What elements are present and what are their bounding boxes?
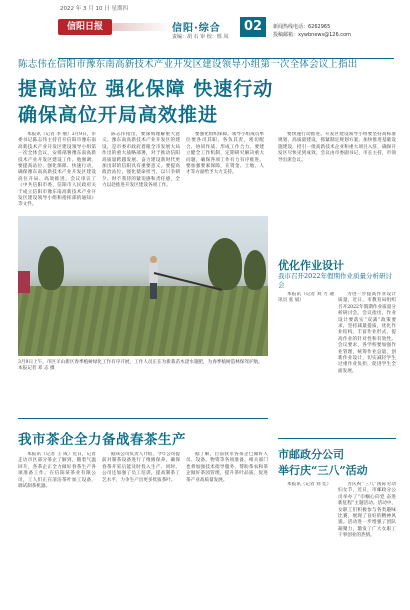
lead-headline-line2: 确保高位开局高效推进 (18, 104, 219, 126)
tea-col1-text: 近日，记者走访市区部分茶企了解到，随着气温回升，各茶企正全力做好春茶生产各项准备工作。在信阳某茶业有限公司，工人们正在清洁茶叶加工设备，调试制茶机器。 (18, 452, 96, 490)
cppcc-column-2 (338, 482, 396, 602)
tea-column-1 (18, 452, 96, 602)
lead-subhead: 陈志伟在信阳市豫东南高新技术产业开发区建设领导小组第一次全体会议上指出 (18, 59, 358, 70)
cppcc-column-1 (278, 482, 334, 602)
editors-line: 责编：胡 石 审 校：邢 凤 (172, 34, 229, 40)
photo-tree (244, 250, 266, 290)
side-headline: 优化作业设计 (278, 259, 344, 272)
tea-headline: 我市茶企全力备战春茶生产 (18, 432, 186, 448)
contact-info (273, 23, 351, 39)
cppcc-headline-line1: 市邮政分公司 (278, 448, 344, 461)
lead-col4-text: 要快速行动推进。开发区建设领导小组要坚持高标准规划、高质量建设，抓紧制定规划方案，加快推进基础设施建设，招引一批高新技术企业和重大项目入驻，确保开发区尽快见到成效。会议由市委副书记、市长主持，市领导出席会议。 (278, 132, 396, 163)
logo-decoration (112, 23, 172, 31)
photo-tree (38, 246, 64, 290)
photo-bag (18, 271, 30, 293)
lead-col2-text: 陈志伟指出，要深刻理解重大意义。豫东南高新技术产业开发区的建设，是市委市政府着眼全市发展大局作出的重大战略部署，对于推动信阳高质量跨越发展、奋力建设新时代更加出彩的信阳具有重要意义。要提高政治站位，强化使命担当，以只争朝夕、时不我待的紧迫感和责任感，全力以赴推进开发区建设各项工作。 (102, 132, 180, 189)
section-divider (18, 418, 268, 419)
contact-email: 投稿邮箱：xywbnews@126.com (273, 32, 351, 38)
side-subheadline: 我市召开2022年假期作业质量分析研讨会 (278, 272, 393, 289)
lead-byline: 本报讯（记者 李 丽）3月9日， (27, 132, 92, 137)
lead-column-1 (18, 132, 96, 212)
date-line: 2022 年 3 月 10 日 星期四 (60, 6, 128, 12)
photo-worker (148, 256, 158, 300)
lead-headline-line1: 提高站位 强化保障 快速行动 (18, 78, 274, 100)
lead-column-3 (186, 132, 264, 212)
lead-col1-text: 市委书记陈志伟主持召开信阳市豫东南高新技术产业开发区建设领导小组第一次全体会议，安排部署豫东南高新技术产业开发区建设工作。他强调，要提高站位、强化保障、快速行动，确保豫东南高新技术产业开发区建设高位开局、高效推进。会议审议了《中共信阳市委、信阳市人民政府关于成立信阳市豫东南高新技术产业开发区建设领导小组和指挥部的通知》等文件。 (18, 132, 96, 208)
photo-tree (208, 238, 242, 290)
side-body: 为进一步提高作业设计质量，近日，市教育局组织召开2022年假期作业质量分析研讨会。会议指出，作业设计要落实“双减”政策要求，坚持减量提质，优化作业结构，丰富作业形式，提高作业的针对性和有效性。会议要求，各学校要加强作业管理，统筹作业总量，创新作业设计，切实减轻学生过重作业负担，促进学生全面发展。 (338, 292, 396, 374)
newspaper-logo: 信阳日报 (58, 19, 112, 35)
page-number: 02 (240, 17, 266, 37)
masthead (0, 11, 410, 49)
side-byline: 本报讯（记者 刘 力 通讯员 张 斌） (278, 292, 334, 304)
contact-phone: 新闻热线电话：6262965 (273, 24, 331, 30)
news-photo (18, 216, 268, 356)
photo-caption: 3月9日上午，市区羊山新区春季植树绿化工作有序开展，工作人员正在为新栽苗木浇水施肥，为春季植树造林保驾护航。 本报记者 邓 志 摄 (18, 360, 263, 372)
lead-column-2 (102, 132, 180, 212)
tea-column-2 (102, 452, 180, 602)
tea-col3-text: 据了解，目前我市各茶企已做好人员、设备、物资等各项准备。相关部门也将加强技术指导服务，帮助茶农和茶企做好茶园管理，提升茶叶品质，促进茶产业高质量发展。 (186, 452, 268, 483)
cppcc-headline-line2: 举行庆“三八”活动 (278, 464, 368, 477)
tea-col2-text: 据该公司负责人介绍，今年公司提前对制茶设备进行了维修保养，确保春茶开采后能及时投入生产。同时，公司还加强了员工培训，提高制茶工艺水平，力争生产出更多优质茶叶。 (102, 452, 180, 483)
side-column-1 (278, 292, 334, 430)
section-title: 信阳·综合 (172, 23, 221, 34)
photo-field (18, 286, 268, 356)
cppcc-byline: 本报讯（记者 刘 佳） (287, 482, 332, 487)
section-divider (278, 438, 396, 439)
lead-col3-text: 要强化组织保障。领导小组成员单位要各司其职、各负其责，密切配合、协同作战，形成工作合力。要建立健全工作机制，定期研究解决重大问题，确保各项工作有力有序推进。要加强要素保障，在资金、土地、人才等方面给予大力支持。 (186, 132, 264, 176)
cppcc-body: 为庆祝“三八”国际劳动妇女节，近日，市邮政分公司举办了“巾帼心向党 奋进新征程”主题活动。活动中，女职工们积极参与各类趣味比赛，展现了良好的精神风貌。活动进一步增强了团队凝聚力，激发了广大女职工干事创业的热情。 (338, 482, 396, 539)
tea-byline: 本报讯（记者 王 成） (27, 452, 73, 457)
tea-column-3 (186, 452, 268, 602)
lead-column-4 (278, 132, 396, 244)
side-column-2 (338, 292, 396, 430)
